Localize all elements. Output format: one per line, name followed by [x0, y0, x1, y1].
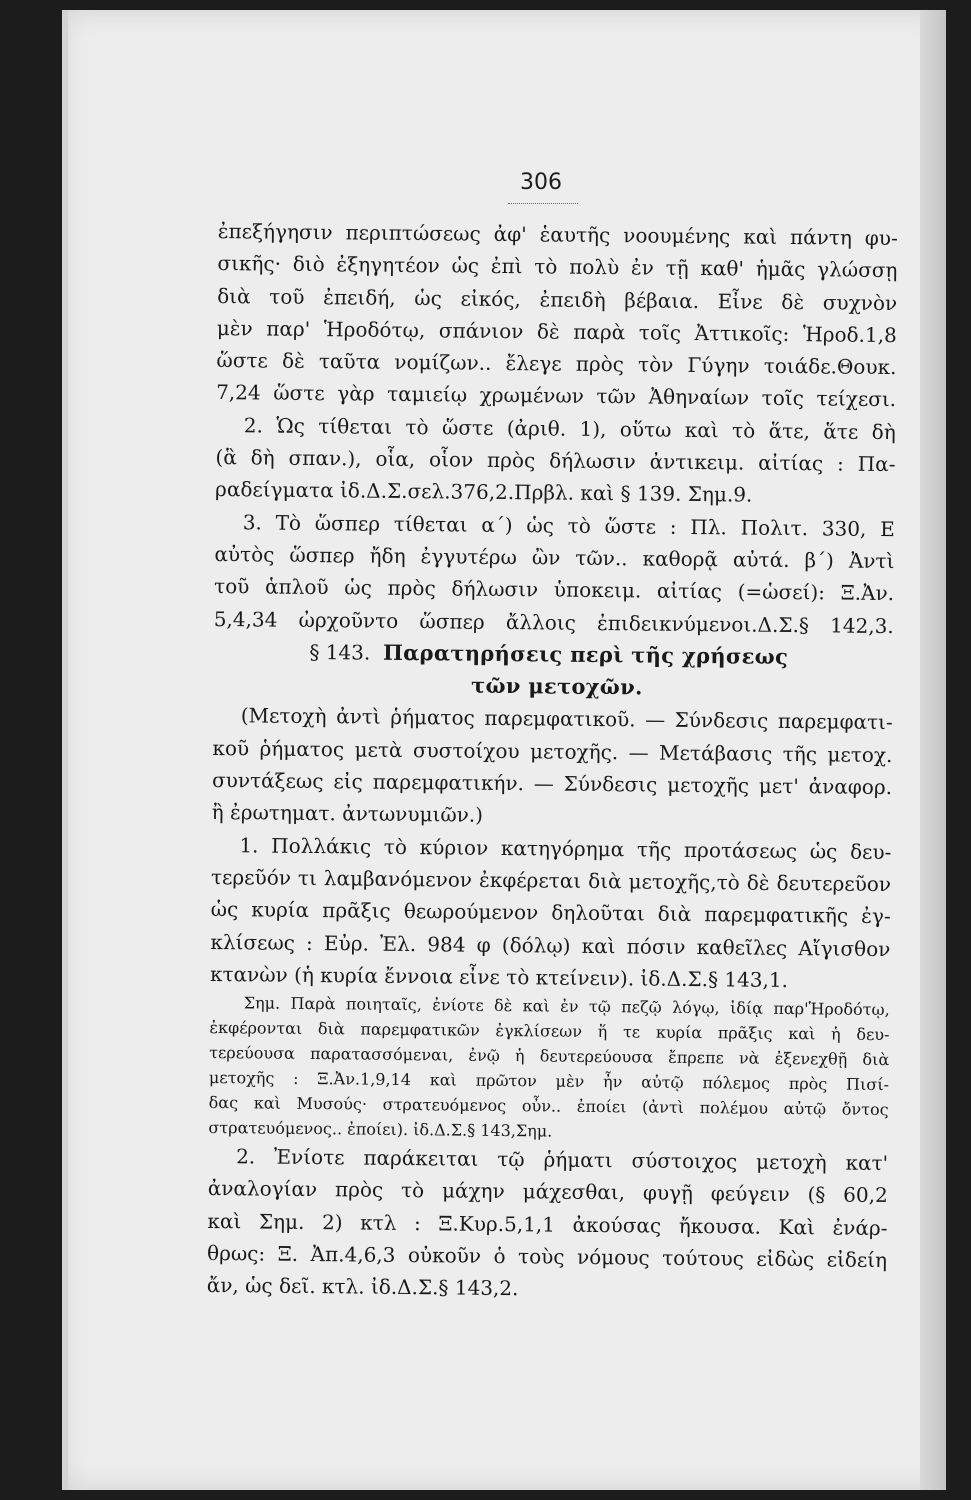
note-line: τερεύουσα παρατασσόμεναι, ἐνῷ ἡ δευτερεύουσα ἔπρεπε νὰ ἐξενεχθῇ διὰ: [209, 1043, 890, 1070]
text-line: ἄν, ὡς δεῖ. κτλ. ἰδ.Δ.Σ.§ 143,2.: [206, 1273, 519, 1301]
text-line: 2. Ἐνίοτε παράκειται τῷ ῥήματι σύστοιχος μετοχὴ κατ': [236, 1144, 889, 1176]
text-line: ἀναλογίαν πρὸς τὸ μάχην μάχεσθαι, φυγῇ φεύγειν (§ 60,2: [207, 1176, 888, 1208]
text-line: καὶ Σημ. 2) κτλ : Ξ.Κυρ.5,1,1 ἀκούσας ἤκουσα. Καὶ ἐνάρ-: [207, 1208, 888, 1240]
page-number: 306: [520, 170, 562, 195]
note-line: μετοχῆς : Ξ.Ἀν.1,9,14 καὶ πρῶτον μὲν ἦν αὐτῷ πόλεμος πρὸς Πισί-: [208, 1068, 890, 1095]
text-line: 7,24 ὥστε γὰρ ταμιείῳ χρωμένων τῶν Ἀθηναίων τοῖς τείχεσι.: [216, 380, 897, 412]
text-line: κλίσεως : Εὐρ. Ἐλ. 984 φ (δόλῳ) καὶ πόσιν καθεῖλες Αἴγισθον: [210, 929, 891, 961]
text-line: αὐτὸς ὥσπερ ἤδη ἐγγυτέρω ὢν τῶν.. καθορᾷ αὐτά. β΄) Ἀντὶ: [214, 541, 895, 574]
page-number-rule: [508, 203, 578, 204]
summary-line: κοῦ ῥήματος μετὰ συστοίχου μετοχῆς. — Μετάβασις τῆς μετοχ.: [212, 735, 893, 767]
text-line: 3. Τὸ ὥσπερ τίθεται α΄) ὡς τὸ ὥστε : Πλ. Πολιτ. 330, Ε: [242, 509, 895, 541]
text-line: 5,4,34 ὠρχοῦντο ὥσπερ ἄλλοις ἐπιδεικνύμενοι.Δ.Σ.§ 142,3.: [213, 606, 894, 638]
summary-line: (Μετοχὴ ἀντὶ ῥήματος παρεμφατικοῦ. — Σύνδεσις παρεμφατι-: [240, 703, 893, 735]
text-line: τοῦ ἁπλοῦ ὡς πρὸς δήλωσιν ὑποκειμ. αἰτίας (=ὡσεί): Ξ.Ἀν.: [213, 574, 895, 606]
text-line: ὡς κυρία πρᾶξις θεωρούμενον δηλοῦται διὰ παρεμφατικῆς ἐγ-: [210, 897, 891, 929]
text-line: (ἃ δὴ σπαν.), οἷα, οἷον πρὸς δήλωσιν ἀντικειμ. αἰτίας : Πα-: [215, 445, 896, 477]
text-line: 1. Πολλάκις τὸ κύριον κατηγόρημα τῆς προτάσεως ὡς δευ-: [239, 832, 892, 864]
note-line: ἐκφέρονται διὰ παρεμφατικῶν ἐγκλίσεων ἥ τε κυρία πρᾶξις καὶ ἡ δευ-: [209, 1018, 890, 1045]
text-line: θρως: Ξ. Ἀπ.4,6,3 οὐκοῦν ὁ τοὺς νόμους τούτους εἰδὼς εἰδείη: [207, 1240, 888, 1273]
text-line: ραδείγματα ἰδ.Δ.Σ.σελ.376,2.Πρβλ. καὶ § 139. Σημ.9.: [215, 477, 753, 507]
summary-line: ἢ ἐρωτηματ. ἀντωνυμιῶν.): [211, 800, 484, 828]
text-line: διὰ τοῦ ἐπειδή, ὡς εἰκός, ἐπειδὴ βέβαια. Εἶνε δὲ συχνὸν: [217, 283, 898, 315]
section-title: Παρατηρήσεις περὶ τῆς χρήσεως: [382, 639, 789, 669]
text-line: ἐπεξήγησιν περιπτώσεως ἀφ' ἑαυτῆς νοουμένης καὶ πάντη φυ-: [217, 218, 898, 251]
text-line: ὥστε δὲ ταῦτα νομίζων.. ἔλεγε πρὸς τὸν Γύγην τοιάδε.Θουκ.: [216, 348, 897, 380]
text-line: 2. Ὡς τίθεται τὸ ὥστε (ἀριθ. 1), οὕτω καὶ τὸ ἅτε, ἅτε δὴ: [243, 413, 896, 444]
page-body: [207, 215, 898, 1309]
section-number: § 143.: [309, 639, 371, 665]
section-title-continued: τῶν μετοχῶν.: [470, 672, 643, 700]
note-line: στρατευόμενος.. ἐποίει). ἰδ.Δ.Σ.§ 143,Σημ.: [208, 1118, 553, 1141]
text-line: τερεῦόν τι λαμβανόμενον ἐκφέρεται διὰ μετοχῆς,τὸ δὲ δευτερεῦον: [210, 864, 892, 897]
text-line: μὲν παρ' Ἡροδότῳ, σπάνιον δὲ παρὰ τοῖς Ἀττικοῖς: Ἡροδ.1,8: [216, 315, 897, 348]
note-block: [208, 990, 890, 1147]
text-line: κτανὼν (ἡ κυρία ἔννοια εἶνε τὸ κτείνειν). ἰδ.Δ.Σ.§ 143,1.: [209, 961, 789, 992]
note-line: δας καὶ Μυσούς· στρατευόμενος οὖν.. ἐποίει (ἀντὶ πολέμου αὐτῷ ὄντος: [208, 1093, 889, 1120]
page-fore-edge: [920, 10, 946, 1490]
page-gutter: [62, 10, 68, 1490]
text-line: σικῆς· διὸ ἐξηγητέον ὡς ἐπὶ τὸ πολὺ ἐν τῇ καθ' ἡμᾶς γλώσσῃ: [217, 251, 898, 283]
summary-line: συντάξεως εἰς παρεμφατικήν. — Σύνδεσις μετοχῆς μετ' ἀναφορ.: [211, 768, 893, 800]
note-line: Σημ. Παρὰ ποιηταῖς, ἐνίοτε δὲ καὶ ἐν τῷ πεζῷ λόγῳ, ἰδίᾳ παρ'Ἡροδότῳ,: [243, 993, 890, 1020]
